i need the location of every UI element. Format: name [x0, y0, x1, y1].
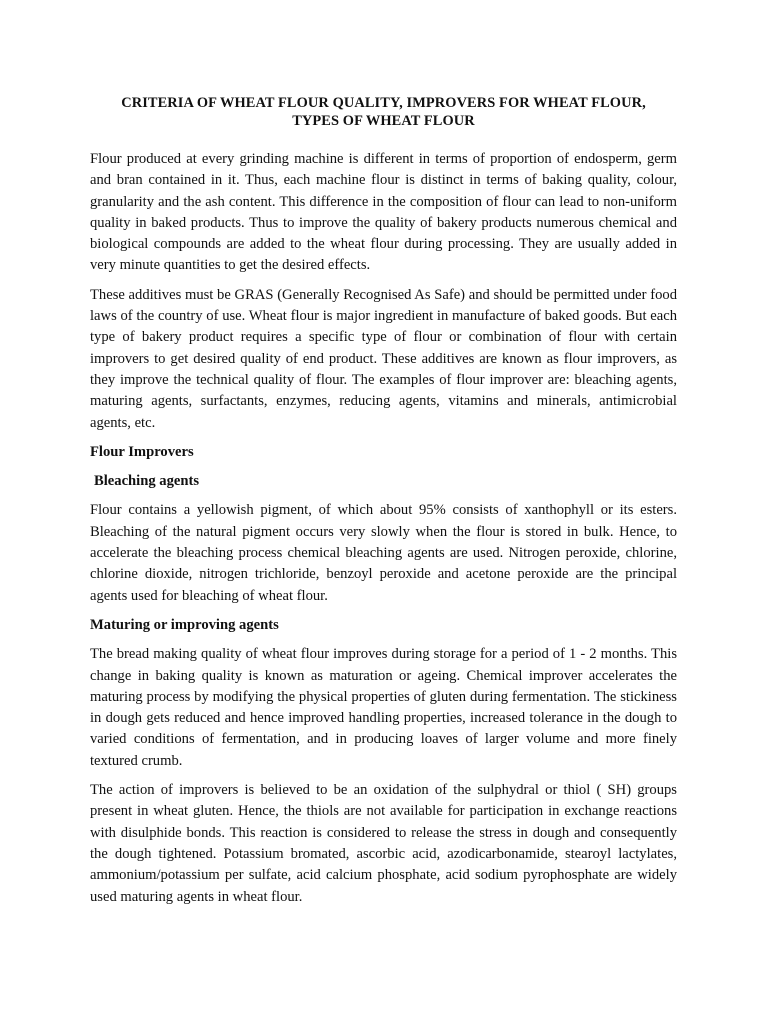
document-title [90, 94, 677, 130]
bleaching-paragraph: Flour contains a yellowish pigment, of which about 95% consists of xanthophyll or its esters. Bleaching of the natural pigment occurs very slowly when the flour is stored in bulk. Hence, to accelerate the bleaching process chemical bleaching agents are used. Nitrogen peroxide, chlorine, chlorine dioxide, nitrogen trichloride, benzoyl peroxide and acetone peroxide are the principal agents used for bleaching of wheat flour. [90, 502, 677, 604]
heading-bleaching-agents: Bleaching agents [94, 473, 199, 490]
heading-maturing-agents: Maturing or improving agents [90, 616, 279, 633]
document-page [90, 94, 677, 916]
heading-flour-improvers: Flour Improvers [90, 443, 194, 460]
maturing-paragraph-1: The bread making quality of wheat flour improves during storage for a period of 1 - 2 months. This change in baking quality is known as maturation or ageing. Chemical improver accelerates the maturing process by modifying the physical properties of gluten during fermentation. The stickiness in dough gets reduced and hence improved handling properties, increased tolerance in the dough to varied conditions of fermentation, and in producing loaves of larger volume and more finely textured crumb. [90, 646, 677, 769]
title-line-1: CRITERIA OF WHEAT FLOUR QUALITY, IMPROVERS FOR WHEAT FLOUR, [121, 95, 646, 111]
title-line-2: TYPES OF WHEAT FLOUR [292, 113, 475, 129]
intro-paragraph-2: These additives must be GRAS (Generally Recognised As Safe) and should be permitted under food laws of the country of use. Wheat flour is major ingredient in manufacture of baked goods. But each type of bakery product requires a specific type of flour or combination of flour with certain improvers to get desired quality of end product. These additives are known as flour improvers, as they improve the technical quality of flour. The examples of flour improver are: bleaching agents, maturing agents, surfactants, enzymes, reducing agents, vitamins and minerals, antimicrobial agents, etc. [90, 286, 677, 431]
maturing-paragraph-2: The action of improvers is believed to be an oxidation of the sulphydral or thiol ( SH) groups present in wheat gluten. Hence, the thiols are not available for participation in exchange reactions with disulphide bonds. This reaction is considered to release the stress in dough and consequently the dough tightened. Potassium bromated, ascorbic acid, azodicarbonamide, stearoyl lactylates, ammonium/potassium per sulfate, acid calcium phosphate, acid sodium pyrophosphate are widely used maturing agents in wheat flour. [90, 782, 677, 905]
intro-paragraph-1: Flour produced at every grinding machine is different in terms of proportion of endosperm, germ and bran contained in it. Thus, each machine flour is distinct in terms of baking quality, colour, granularity and the ash content. This difference in the composition of flour can lead to non-uniform quality in baked products. Thus to improve the quality of bakery products numerous chemical and biological compounds are added to the wheat flour during processing. They are usually added in very minute quantities to get the desired effects. [90, 151, 677, 274]
